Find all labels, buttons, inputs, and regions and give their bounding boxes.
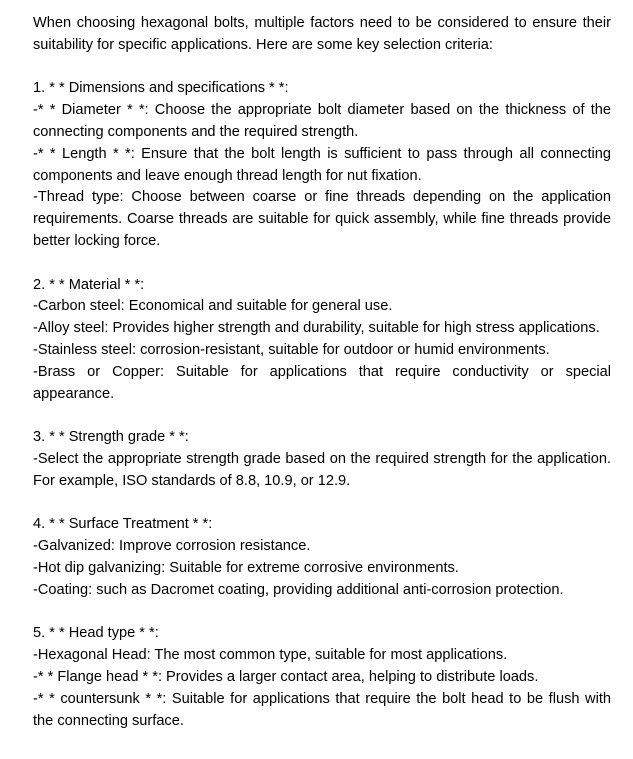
section-heading: 3. * * Strength grade * *: (33, 429, 189, 446)
section-heading: 4. * * Surface Treatment * *: (33, 516, 213, 533)
list-item: -Carbon steel: Economical and suitable for general use. (33, 298, 393, 315)
list-item: -Select the appropriate strength grade based on the required strength for the application. For example, ISO standards of 8.8, 10.9, or 12.9. (33, 450, 611, 489)
intro-paragraph: When choosing hexagonal bolts, multiple factors need to be considered to ensure their suitability for specific applications. Here are some key selection criteria: (33, 15, 611, 53)
section-heading: 1. * * Dimensions and specifications * *: (33, 80, 289, 97)
list-item: -Hexagonal Head: The most common type, suitable for most applications. (33, 647, 508, 664)
list-item: -Coating: such as Dacromet coating, providing additional anti-corrosion protection. (33, 581, 564, 598)
section-strength-grade (33, 427, 611, 492)
list-item: -Thread type: Choose between coarse or fine threads depending on the application requirements. Coarse threads are suitable for quick assembly, while fine threads provide better locking force. (33, 189, 611, 249)
section-dimensions (33, 78, 611, 252)
section-heading: 5. * * Head type * *: (33, 625, 159, 642)
list-item: -Stainless steel: corrosion-resistant, suitable for outdoor or humid environments. (33, 341, 550, 358)
list-item: -Alloy steel: Provides higher strength and durability, suitable for high stress applications. (33, 320, 600, 337)
list-item: -* * Length * *: Ensure that the bolt length is sufficient to pass through all connecting components and leave enough thread length for nut fixation. (33, 145, 611, 184)
list-item: -Brass or Copper: Suitable for applications that require conductivity or special appearance. (33, 363, 611, 402)
section-heading: 2. * * Material * *: (33, 276, 145, 293)
list-item: -* * Diameter * *: Choose the appropriate bolt diameter based on the thickness of the connecting components and the required strength. (33, 102, 611, 140)
section-surface-treatment (33, 514, 611, 601)
list-item: -Hot dip galvanizing: Suitable for extreme corrosive environments. (33, 559, 459, 576)
list-item: -Galvanized: Improve corrosion resistance. (33, 538, 311, 555)
list-item: -* * countersunk * *: Suitable for applications that require the bolt head to be flush with the connecting surface. (33, 690, 611, 729)
section-head-type (33, 623, 611, 732)
section-material (33, 275, 611, 406)
list-item: -* * Flange head * *: Provides a larger contact area, helping to distribute loads. (33, 668, 539, 685)
